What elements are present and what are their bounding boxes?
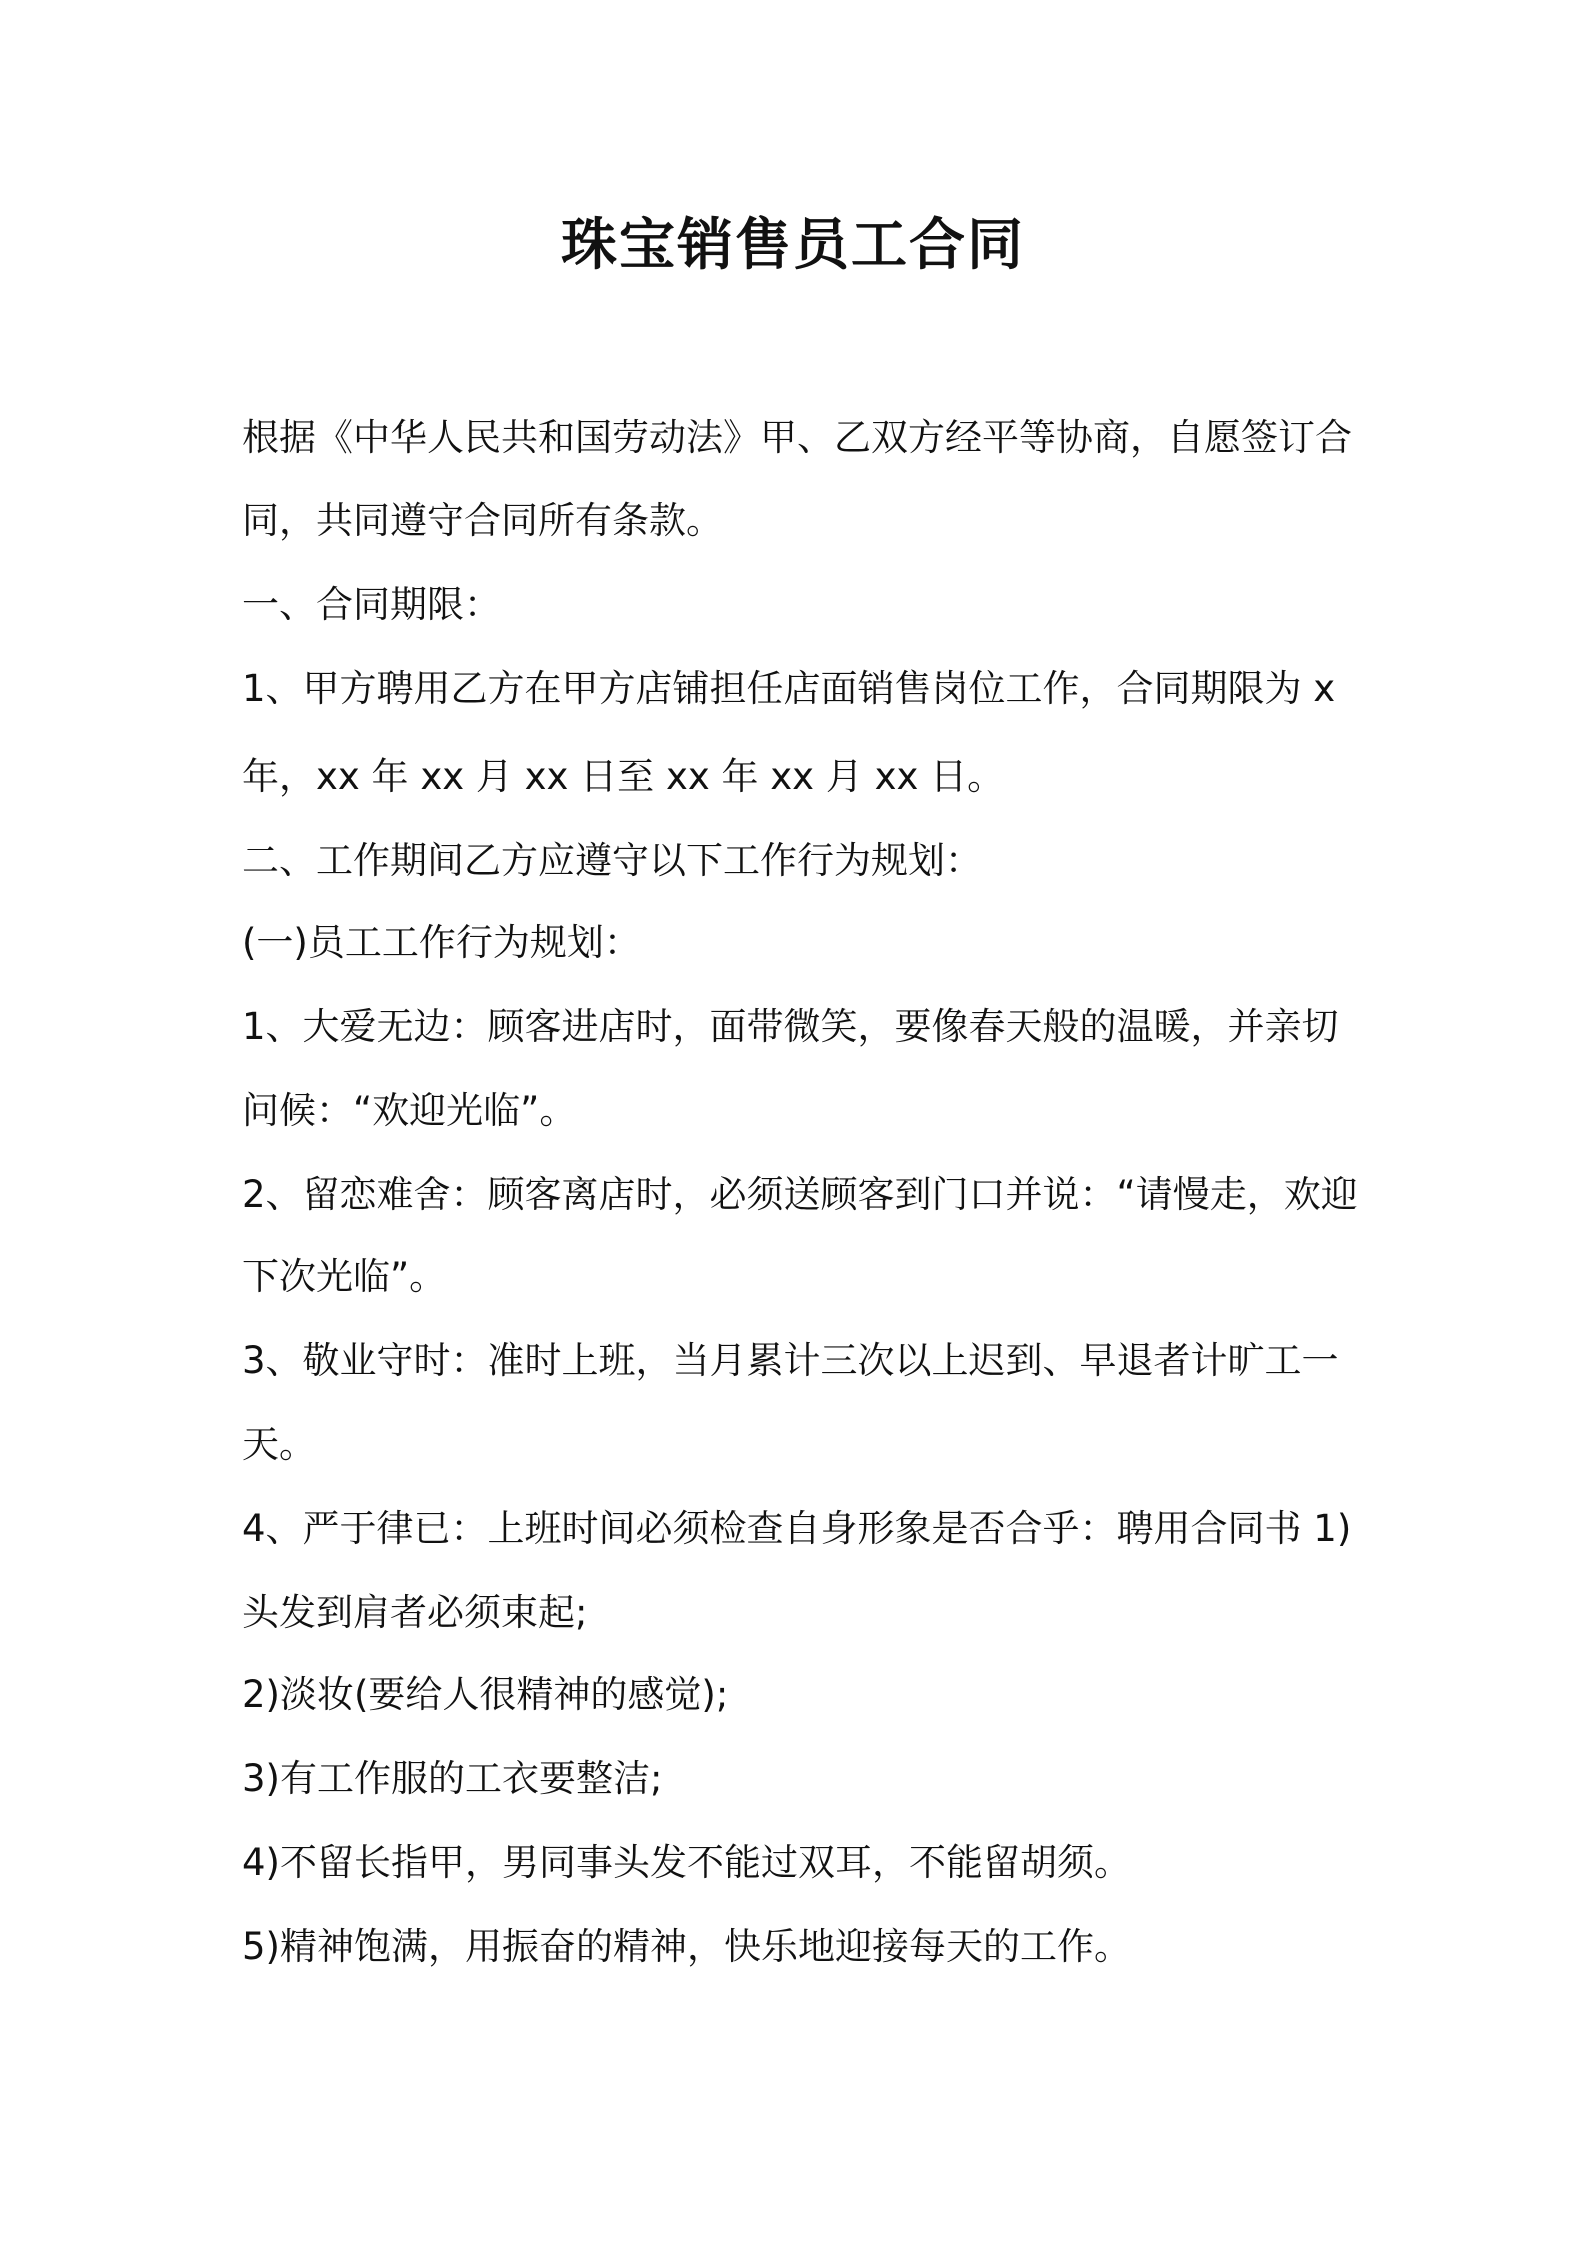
- list-item: 3)有工作服的工衣要整洁;: [242, 1757, 663, 1800]
- text-line: 年，xx 年 xx 月 xx 日至 xx 年 xx 月 xx 日。: [242, 755, 1005, 798]
- text-line: 1、甲方聘用乙方在甲方店铺担任店面销售岗位工作，合同期限为 x: [242, 667, 1336, 710]
- text-line: 1、大爱无边：顾客进店时，面带微笑，要像春天般的温暖，并亲切: [242, 1005, 1339, 1048]
- list-item: 2)淡妆(要给人很精神的感觉);: [242, 1673, 729, 1716]
- text-line: 问候：“欢迎光临”。: [242, 1089, 577, 1132]
- text-line: 3、敬业守时：准时上班，当月累计三次以上迟到、早退者计旷工一: [242, 1339, 1339, 1382]
- section-heading: 一、合同期限：: [242, 583, 501, 626]
- document-title: 珠宝销售员工合同: [561, 213, 1025, 278]
- text-line: 下次光临”。: [242, 1255, 447, 1298]
- text-line: 头发到肩者必须束起;: [242, 1591, 588, 1634]
- text-line: 2、留恋难舍：顾客离店时，必须送顾客到门口并说：“请慢走，欢迎: [242, 1173, 1358, 1216]
- list-item: 4)不留长指甲，男同事头发不能过双耳，不能留胡须。: [242, 1841, 1131, 1884]
- text-line: 根据《中华人民共和国劳动法》甲、乙双方经平等协商，自愿签订合: [242, 416, 1352, 459]
- text-line: 同，共同遵守合同所有条款。: [242, 499, 723, 542]
- text-line: 天。: [242, 1423, 316, 1466]
- section-heading: 二、工作期间乙方应遵守以下工作行为规划：: [242, 839, 982, 882]
- list-item: 5)精神饱满，用振奋的精神，快乐地迎接每天的工作。: [242, 1925, 1131, 1968]
- subsection-heading: (一)员工工作行为规划：: [242, 921, 641, 964]
- text-line: 4、严于律已：上班时间必须检查自身形象是否合乎：聘用合同书 1): [242, 1507, 1352, 1550]
